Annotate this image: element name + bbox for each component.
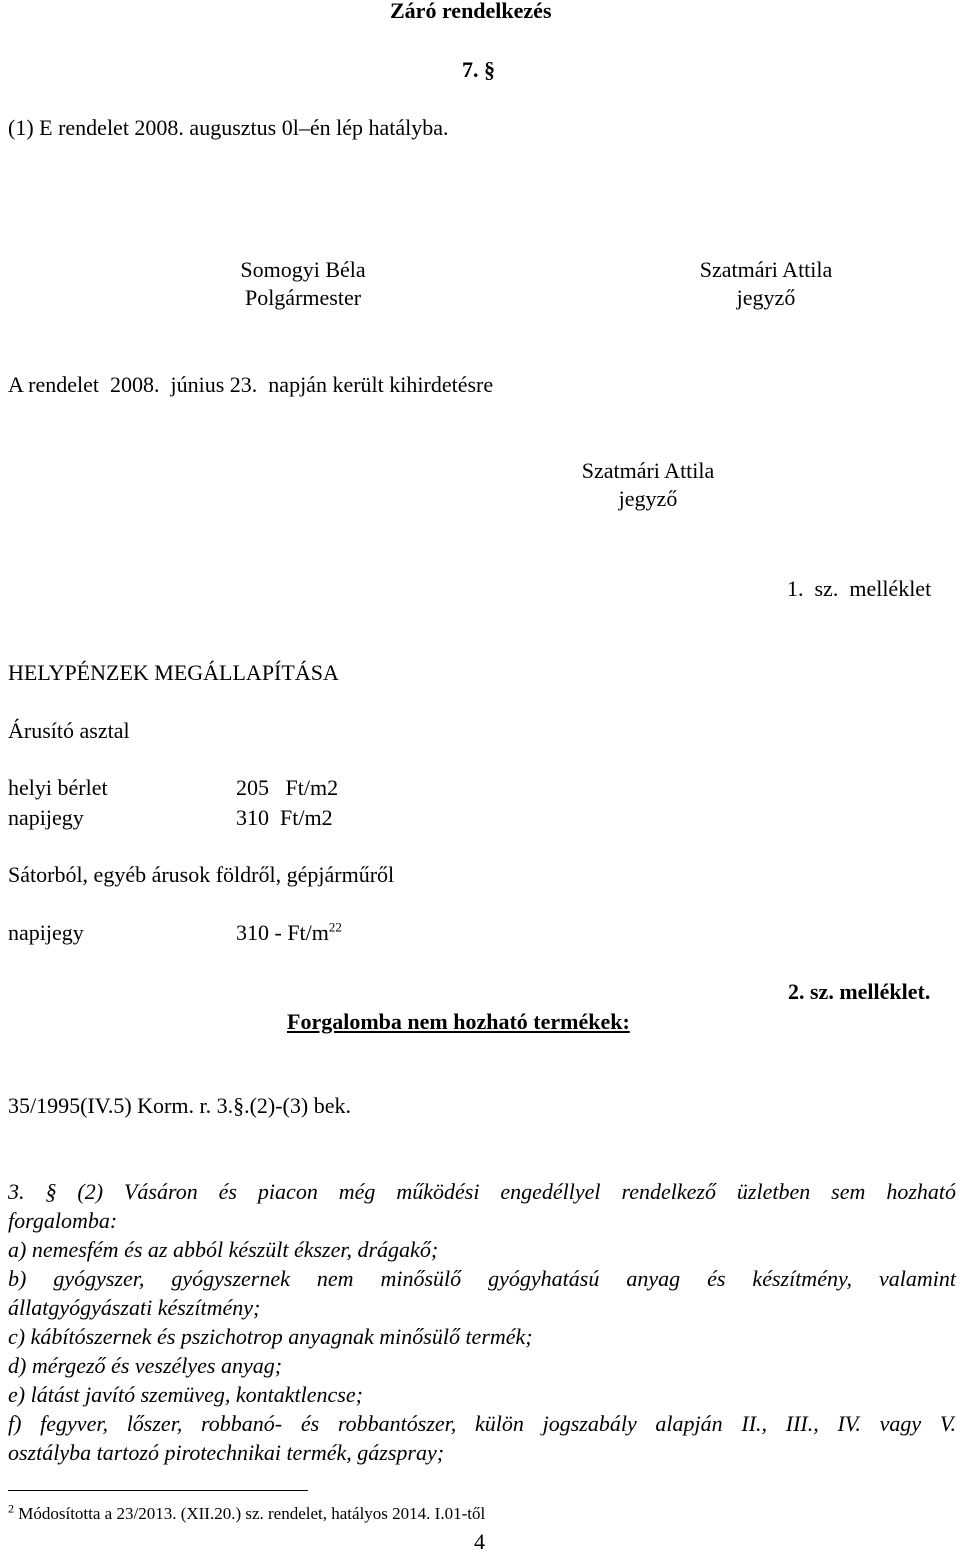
list-item: f) fegyver, lőszer, robbanó- és robbantószer, külön jogszabály alapján II., III., IV. vagy V. bbox=[8, 1411, 956, 1436]
promulgation-signature-role: jegyző bbox=[618, 486, 678, 511]
annex-2-title: Forgalomba nem hozható termékek: bbox=[287, 1009, 630, 1034]
list-item: c) kábítószernek és pszichotrop anyagnak minősülő termék; bbox=[8, 1324, 533, 1349]
annex-1-section-1-heading: Árusító asztal bbox=[8, 718, 130, 743]
promulgation-signature-name: Szatmári Attila bbox=[581, 458, 715, 483]
legal-reference: 35/1995(IV.5) Korm. r. 3.§.(2)-(3) bek. bbox=[8, 1093, 351, 1118]
annex-1-section-2-heading: Sátorból, egyéb árusok földről, gépjárműről bbox=[8, 862, 395, 887]
list-item: állatgyógyászati készítmény; bbox=[8, 1295, 261, 1320]
annex-2-label: 2. sz. melléklet. bbox=[788, 979, 931, 1004]
promulgation-signature bbox=[548, 457, 748, 513]
fee-row-value bbox=[236, 919, 342, 947]
signature-left-role: Polgármester bbox=[244, 285, 362, 310]
fee-row-value: 205 Ft/m2 bbox=[236, 775, 339, 800]
footnote-divider bbox=[8, 1490, 308, 1491]
list-item: e) látást javító szemüveg, kontaktlencse; bbox=[8, 1382, 363, 1407]
closing-provisions-title: Záró rendelkezés bbox=[390, 0, 552, 23]
fee-row-label: helyi bérlet bbox=[8, 775, 108, 800]
fee-row-label: napijegy bbox=[8, 805, 84, 830]
fee-row-value-text: 310 - Ft/m bbox=[236, 920, 329, 945]
effective-date-paragraph: (1) E rendelet 2008. augusztus 0l–én lép hatályba. bbox=[8, 115, 449, 140]
list-item: forgalomba: bbox=[8, 1208, 118, 1233]
footnote-reference: 22 bbox=[328, 919, 342, 935]
list-item: d) mérgező és veszélyes anyag; bbox=[8, 1353, 283, 1378]
list-item: osztályba tartozó pirotechnikai termék, gázspray; bbox=[8, 1440, 445, 1465]
promulgation-text: A rendelet 2008. június 23. napján került kihirdetésre bbox=[8, 372, 494, 397]
footnote-text: Módosította a 23/2013. (XII.20.) sz. rendelet, hatályos 2014. I.01-től bbox=[18, 1504, 486, 1523]
footnote bbox=[8, 1500, 485, 1528]
signature-right-role: jegyző bbox=[736, 285, 796, 310]
fee-row-value: 310 Ft/m2 bbox=[236, 805, 333, 830]
list-item: a) nemesfém és az abból készült ékszer, drágakő; bbox=[8, 1237, 439, 1262]
annex-1-title: HELYPÉNZEK MEGÁLLAPÍTÁSA bbox=[8, 660, 339, 685]
section-number: 7. § bbox=[462, 57, 495, 82]
signature-right bbox=[666, 256, 866, 312]
list-item: 3. § (2) Vásáron és piacon még működési engedéllyel rendelkező üzletben sem hozható bbox=[8, 1179, 956, 1204]
footnote-number: 2 bbox=[8, 1501, 14, 1516]
list-item: b) gyógyszer, gyógyszernek nem minősülő gyógyhatású anyag és készítmény, valamint bbox=[8, 1266, 956, 1291]
signature-left-name: Somogyi Béla bbox=[240, 257, 366, 282]
annex-1-label: 1. sz. melléklet bbox=[787, 576, 932, 601]
signature-left bbox=[203, 256, 403, 312]
fee-row-label: napijegy bbox=[8, 920, 84, 945]
page-number: 4 bbox=[474, 1529, 485, 1554]
signature-right-name: Szatmári Attila bbox=[699, 257, 833, 282]
